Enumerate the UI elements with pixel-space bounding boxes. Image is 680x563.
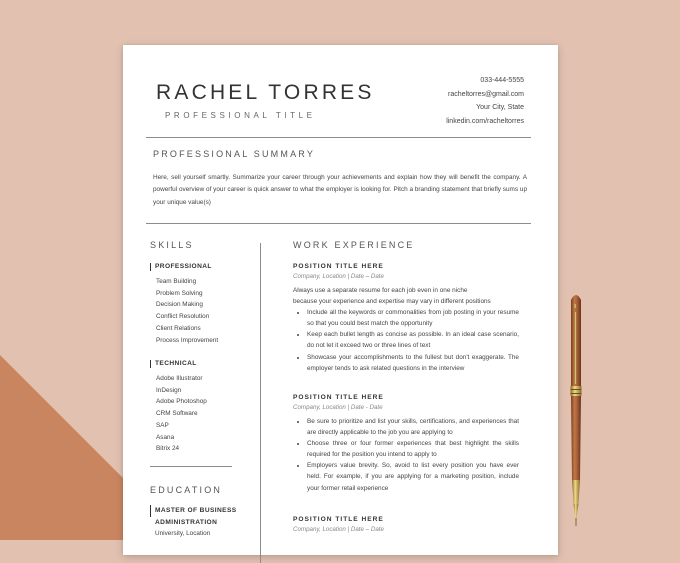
skill-item: Asana [156, 433, 175, 441]
degree-line-1: MASTER OF BUSINESS [150, 505, 237, 517]
skills-group-title: TECHNICAL [150, 360, 207, 368]
job-title: POSITION TITLE HERE [293, 394, 384, 401]
skill-item: InDesign [156, 386, 182, 394]
job-bullet: • Choose three or four former experiences that best highlight the skills required for the position you intend to apply to [307, 438, 519, 460]
contact-phone: 033-444-5555 [480, 77, 524, 84]
job-entry [293, 516, 519, 533]
skill-item: Team Building [156, 278, 197, 285]
contact-linkedin: linkedin.com/racheltorres [446, 117, 524, 125]
resume-title: PROFESSIONAL TITLE [165, 111, 316, 120]
resume-page [123, 45, 558, 555]
work-heading: WORK EXPERIENCE [293, 240, 415, 250]
skill-item: Adobe Photoshop [156, 398, 207, 406]
summary-text: Here, sell yourself smartly. Summarize your career through your achievements and explain how they will benefit the company. A powerful overview of your career is quick answer to what the employer is looking for. Pitch a branding statement that briefly sums up your unique value(s) [153, 174, 527, 206]
skills-group-technical [150, 360, 207, 455]
skill-item: CRM Software [156, 410, 198, 418]
job-entry [293, 263, 519, 374]
skills-heading: SKILLS [150, 240, 194, 250]
column-divider [260, 243, 261, 563]
skill-item: Decision Making [156, 301, 203, 309]
education-entry [150, 505, 237, 540]
job-title: POSITION TITLE HERE [293, 263, 384, 270]
job-meta: Company, Location | Date – Date [293, 273, 384, 280]
pen-image [563, 290, 589, 535]
job-meta: Company, Location | Date - Date [293, 404, 383, 411]
job-bullet: • Employers value brevity. So, avoid to list every position you have ever held. For example, if you are applying for a marketing position, include your former retail experience [307, 460, 519, 493]
job-meta: Company, Location | Date – Date [293, 526, 384, 533]
skills-group-professional [150, 263, 218, 346]
skills-group-title: PROFESSIONAL [150, 263, 218, 271]
skill-item: Conflict Resolution [156, 313, 210, 321]
skill-item: Process Improvement [156, 336, 219, 344]
skill-item: SAP [156, 421, 169, 429]
degree-line-2: ADMINISTRATION [155, 518, 218, 526]
job-bullet: • Showcase your accomplishments to the fullest but don't exaggerate. The employer tends to ask related questions in the interview [307, 352, 519, 374]
skill-item: Adobe Illustrator [156, 375, 203, 382]
resume-name: RACHEL TORRES [156, 81, 375, 104]
job-intro-line: Always use a separate resume for each job even in one niche [293, 287, 468, 294]
contact-email: racheltorres@gmail.com [448, 90, 524, 98]
job-bullet: • Include all the keywords or commonalities from job posting in your resume so that you could best match the opportunity [307, 307, 519, 329]
job-intro [293, 285, 519, 307]
education-heading: EDUCATION [150, 485, 223, 495]
job-bullets [293, 307, 519, 374]
job-bullet: • Be sure to prioritize and list your skills, certifications, and experiences that are directly applicable to the job you are applying to [307, 416, 519, 438]
summary-divider [146, 223, 531, 224]
skill-item: Bitrix 24 [156, 445, 180, 453]
skill-item: Client Relations [156, 324, 201, 332]
job-intro-line: because your experience and expertise may vary in different positions [293, 298, 491, 306]
contact-block [446, 74, 524, 128]
job-bullets [293, 416, 519, 494]
school-name: University, Location [155, 530, 211, 537]
job-entry [293, 394, 519, 494]
job-bullet: • Keep each bullet length as concise as possible. In an ideal case scenario, do not let it exceed two or three lines of text [307, 329, 519, 351]
summary-heading: PROFESSIONAL SUMMARY [153, 149, 316, 159]
skill-item: Problem Solving [156, 289, 203, 297]
contact-location: Your City, State [476, 104, 524, 111]
header-divider [146, 137, 531, 138]
job-title: POSITION TITLE HERE [293, 516, 384, 523]
skills-divider [150, 466, 232, 467]
